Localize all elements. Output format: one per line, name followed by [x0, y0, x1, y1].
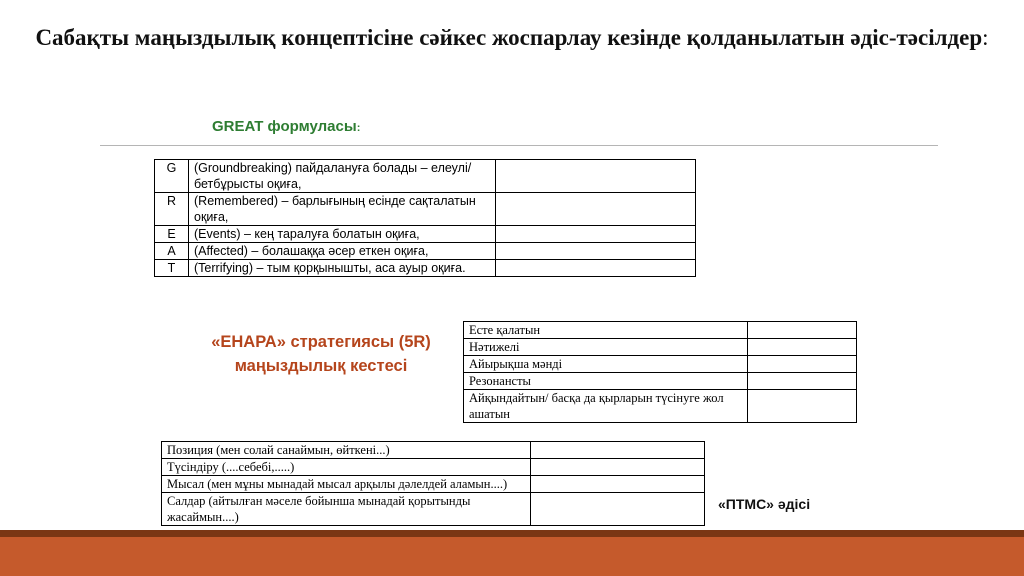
empty-cell	[496, 193, 696, 226]
slide-title-colon: :	[982, 25, 989, 50]
footer-bar	[0, 537, 1024, 576]
empty-cell	[496, 243, 696, 260]
great-description: (Groundbreaking) пайдалануға болады – елеулі/бетбұрысты оқиға,	[189, 160, 496, 193]
slide-title	[20, 24, 1004, 51]
table-row	[162, 459, 705, 476]
great-description: (Remembered) – барлығының есінде сақталатын оқиға,	[189, 193, 496, 226]
slide-title-text: Сабақты маңыздылық концептісіне сәйкес жоспарлау кезінде қолданылатын әдіс-тәсілдер	[35, 25, 983, 50]
great-description: (Terrifying) – тым қорқынышты, аса ауыр оқиға.	[189, 260, 496, 277]
ptms-step: Түсіндіру (....себебі,.....)	[162, 459, 531, 476]
great-heading-text: GREAT формуласы	[212, 118, 357, 135]
ehapa-strategy-title: «ЕНАРА» стратегиясы (5R) маңыздылық кестесі	[211, 333, 431, 375]
ehapa-criterion: Айқындайтын/ басқа да қырларын түсінуге жол ашатын	[464, 390, 748, 423]
empty-cell	[748, 390, 857, 423]
table-row	[155, 243, 696, 260]
table-row	[162, 476, 705, 493]
great-formula-heading	[212, 118, 360, 135]
table-row	[464, 339, 857, 356]
empty-cell	[496, 226, 696, 243]
great-letter: G	[155, 160, 189, 193]
empty-cell	[531, 493, 705, 526]
great-letter: R	[155, 193, 189, 226]
ehapa-criterion: Есте қалатын	[464, 322, 748, 339]
great-letter: T	[155, 260, 189, 277]
table-row	[155, 160, 696, 193]
ptms-step: Позиция (мен солай санаймын, өйткені...)	[162, 442, 531, 459]
table-row	[464, 356, 857, 373]
empty-cell	[748, 322, 857, 339]
ptms-method-title: «ПТМС» әдісі	[718, 496, 811, 512]
empty-cell	[496, 260, 696, 277]
footer-bar-accent	[0, 530, 1024, 537]
empty-cell	[748, 373, 857, 390]
table-row	[464, 390, 857, 423]
ehapa-criterion: Айырықша мәнді	[464, 356, 748, 373]
great-table	[154, 159, 696, 277]
empty-cell	[748, 339, 857, 356]
table-row	[162, 493, 705, 526]
table-row	[155, 193, 696, 226]
great-letter: A	[155, 243, 189, 260]
empty-cell	[531, 459, 705, 476]
table-row	[155, 260, 696, 277]
empty-cell	[531, 476, 705, 493]
table-row	[155, 226, 696, 243]
great-description: (Affected) – болашаққа әсер еткен оқиға,	[189, 243, 496, 260]
ehapa-criterion: Резонансты	[464, 373, 748, 390]
great-heading-colon: :	[356, 122, 361, 134]
table-row	[464, 322, 857, 339]
ehapa-criterion: Нәтижелі	[464, 339, 748, 356]
ehapa-table	[463, 321, 857, 423]
table-row	[464, 373, 857, 390]
great-description: (Events) – кең таралуға болатын оқиға,	[189, 226, 496, 243]
great-letter: E	[155, 226, 189, 243]
empty-cell	[496, 160, 696, 193]
empty-cell	[748, 356, 857, 373]
divider-line	[100, 145, 938, 146]
ptms-step: Мысал (мен мұны мынадай мысал арқылы дәлелдей аламын....)	[162, 476, 531, 493]
table-row	[162, 442, 705, 459]
ptms-step: Салдар (айтылған мәселе бойынша мынадай қорытынды жасаймын....)	[162, 493, 531, 526]
ptms-table	[161, 441, 705, 526]
empty-cell	[531, 442, 705, 459]
